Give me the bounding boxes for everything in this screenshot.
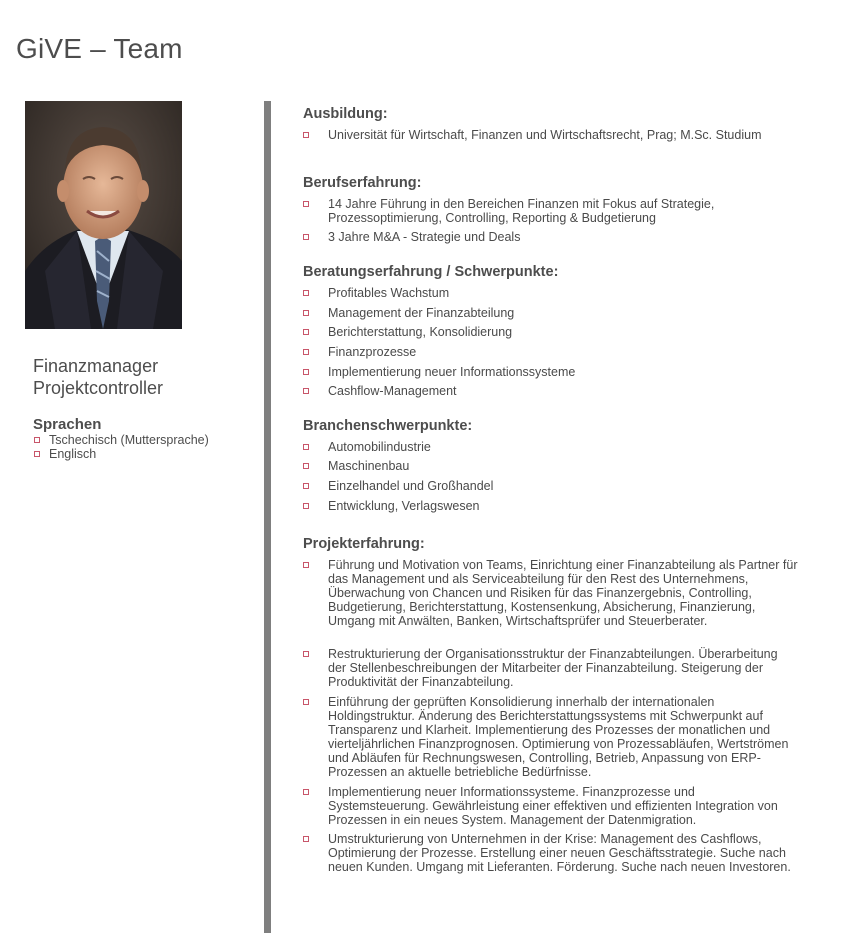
- item-text: Cashflow-Management: [328, 384, 457, 398]
- list-item: [328, 306, 798, 320]
- bullet-icon: [303, 789, 309, 795]
- item-text: Einzelhandel und Großhandel: [328, 479, 494, 493]
- list-item: [328, 785, 798, 827]
- section-title-projekt: Projekterfahrung:: [303, 536, 425, 552]
- item-text: Finanzprozesse: [328, 345, 417, 359]
- bullet-icon: [303, 483, 309, 489]
- bullet-icon: [303, 463, 309, 469]
- list-item: [328, 499, 798, 513]
- bullet-icon: [303, 503, 309, 509]
- list-item: [328, 558, 798, 628]
- item-text: Führung und Motivation von Teams, Einrichtung einer Finanzabteilung als Partner für das Management und als Serviceabteilung für den Rest des Unternehmens, Überwachung von Chancen und Risiken für das Finanzergebnis, Controlling, Budgetierung, Berichterstattung, Kostensenkung, Absicherung, Finanzierung, Umgang mit Anwälten, Banken, Wirtschaftsprüfer und Steuerberater.: [328, 558, 798, 628]
- item-text: Profitables Wachstum: [328, 286, 450, 300]
- item-text: Umstrukturierung von Unternehmen in der Krise: Management des Cashflows, Optimierung der Prozesse. Erstellung einer neuen Geschäftsstrategie. Suche nach neuen Kunden. Umgang mit Lieferanten. Förderung. Suche nach neuen Investoren.: [328, 832, 791, 874]
- item-text: Management der Finanzabteilung: [328, 306, 515, 320]
- bullet-icon: [303, 388, 309, 394]
- item-text: Implementierung neuer Informationssysteme. Finanzprozesse und Systemsteuerung. Gewährleistung einer effektiven und effizienten Integration von Prozessen in ein neues System. Management der Datenmigration.: [328, 785, 778, 827]
- bullet-icon: [303, 836, 309, 842]
- item-text: Einführung der geprüften Konsolidierung innerhalb der internationalen Holdingstruktur. Änderung des Berichterstattungssystems mit Schwerpunkt auf Transparenz und Klarheit. Implementierung des Prozesses der monatlichen und vierteljährlichen Finanzprognosen. Optimierung von Prozessabläufen, Wertströmen und Abläufen für Rechnungswesen, Controlling, Betrieb, Anpassung von ERP-Prozessen an aktuelle betriebliche Bedürfnisse.: [328, 695, 789, 779]
- section-title-ausbildung: Ausbildung:: [303, 106, 388, 122]
- section-title-branchen: Branchenschwerpunkte:: [303, 418, 473, 434]
- language-label: Englisch: [49, 447, 97, 461]
- list-item: [328, 345, 798, 359]
- list-item: [328, 128, 798, 142]
- list-item: [328, 647, 798, 689]
- page-title: GiVE – Team: [16, 33, 183, 64]
- bullet-icon: [303, 132, 309, 138]
- list-item: [328, 384, 798, 398]
- list-item: [328, 695, 798, 779]
- list-item: [328, 440, 798, 454]
- bullet-icon: [303, 290, 309, 296]
- role-line-1: Finanzmanager: [33, 356, 159, 376]
- bullet-icon: [303, 444, 309, 450]
- list-item: [328, 325, 798, 339]
- item-text: Implementierung neuer Informationssysteme: [328, 365, 576, 379]
- languages-heading: Sprachen: [33, 416, 102, 433]
- bullet-icon: [303, 699, 309, 705]
- bullet-icon: [303, 349, 309, 355]
- list-item: [328, 286, 798, 300]
- item-text: Universität für Wirtschaft, Finanzen und Wirtschaftsrecht, Prag; M.Sc. Studium: [328, 128, 762, 142]
- item-text: Automobilindustrie: [328, 440, 431, 454]
- list-item: [328, 197, 798, 225]
- bullet-icon: [303, 329, 309, 335]
- section-title-beratung: Beratungserfahrung / Schwerpunkte:: [303, 264, 559, 280]
- bullet-icon: [303, 201, 309, 207]
- item-text: Maschinenbau: [328, 459, 410, 473]
- item-text: 14 Jahre Führung in den Bereichen Finanzen mit Fokus auf Strategie, Prozessoptimierung, Controlling, Reporting & Budgetierung: [328, 197, 715, 225]
- list-item: [328, 479, 798, 493]
- bullet-icon: [303, 651, 309, 657]
- role-line-2: Projektcontroller: [33, 378, 164, 398]
- item-text: 3 Jahre M&A - Strategie und Deals: [328, 230, 521, 244]
- list-item: [328, 365, 798, 379]
- bullet-icon: [303, 562, 309, 568]
- item-text: Entwicklung, Verlagswesen: [328, 499, 480, 513]
- list-item: [328, 832, 798, 874]
- section-title-berufserfahrung: Berufserfahrung:: [303, 175, 422, 191]
- bullet-icon: [303, 310, 309, 316]
- list-item: [328, 230, 798, 244]
- bullet-icon: [303, 369, 309, 375]
- bullet-icon: [303, 234, 309, 240]
- item-text: Restrukturierung der Organisationsstruktur der Finanzabteilungen. Überarbeitung der Stellenbeschreibungen der Mitarbeiter der Finanzabteilung. Steigerung der Produktivität der Finanzabteilung.: [328, 647, 778, 689]
- list-item: [328, 459, 798, 473]
- item-text: Berichterstattung, Konsolidierung: [328, 325, 513, 339]
- language-label: Tschechisch (Muttersprache): [49, 433, 209, 447]
